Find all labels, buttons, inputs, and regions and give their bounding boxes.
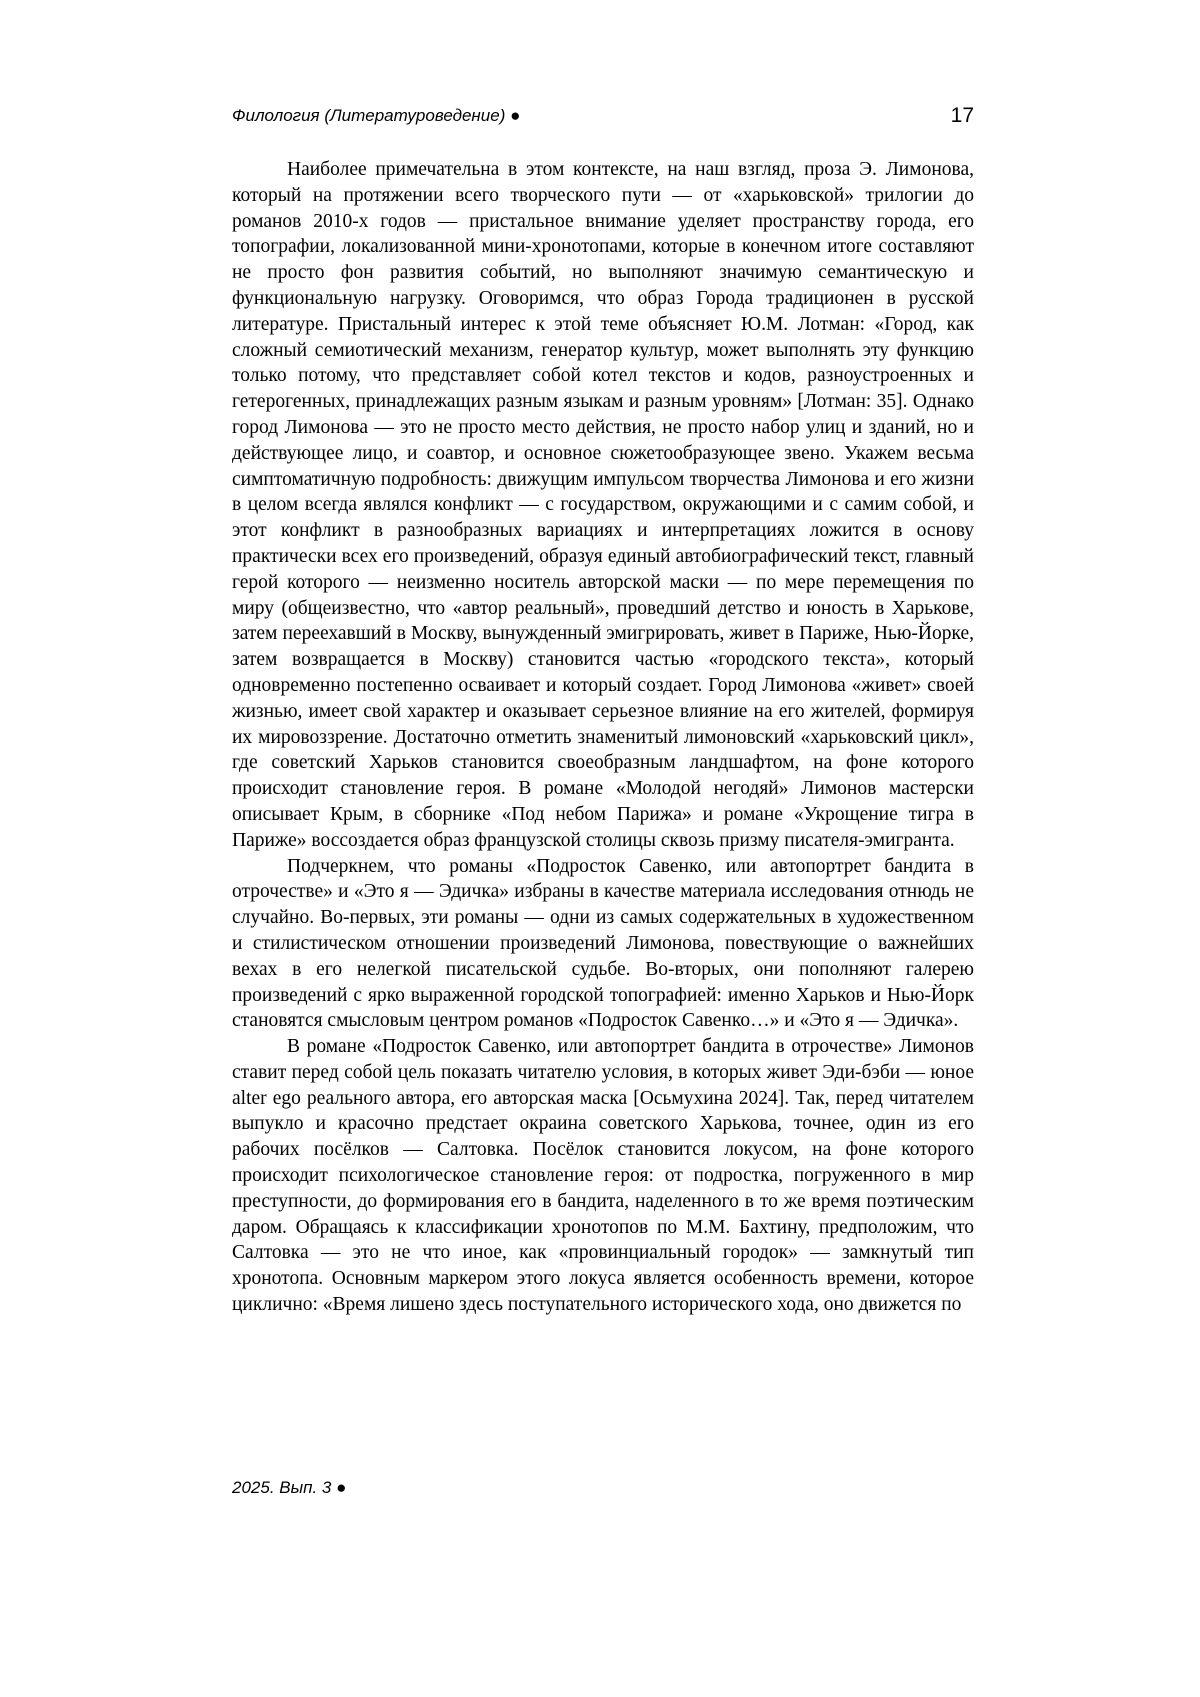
- page-header: [232, 104, 974, 132]
- document-page: [0, 0, 1200, 1697]
- page-footer: 2025. Вып. 3 ●: [232, 1478, 346, 1498]
- paragraph: Наиболее примечательна в этом контексте, на наш взгляд, проза Э. Лимонова, который на протяжении всего творческого пути — от «харьковской» трилогии до романов 2010-х годов — пристальное внимание уделяет пространству города, его топографии, локализованной мини-хронотопами, которые в конечном итоге составляют не просто фон развития событий, но выполняют значимую семантическую и функциональную нагрузку. Оговоримся, что образ Города традиционен в русской литературе. Пристальный интерес к этой теме объясняет Ю.М. Лотман: «Город, как сложный семиотический механизм, генератор культур, может выполнять эту функцию только потому, что представляет собой котел текстов и кодов, разноустроенных и гетерогенных, принадлежащих разным языкам и разным уровням» [Лотман: 35]. Однако город Лимонова — это не просто место действия, не просто набор улиц и зданий, но и действующее лицо, и соавтор, и основное сюжетообразующее звено. Укажем весьма симптоматичную подробность: движущим импульсом творчества Лимонова и его жизни в целом всегда являлся конфликт — с государством, окружающими и с самим собой, и этот конфликт в разнообразных вариациях и интерпретациях ложится в основу практически всех его произведений, образуя единый автобиографический текст, главный герой которого — неизменно носитель авторской маски — по мере перемещения по миру (общеизвестно, что «автор реальный», проведший детство и юность в Харькове, затем переехавший в Москву, вынужденный эмигрировать, живет в Париже, Нью-Йорке, затем возвращается в Москву) становится частью «городского текста», который одновременно постепенно осваивает и который создает. Город Лимонова «живет» своей жизнью, имеет свой характер и оказывает серьезное влияние на его жителей, формируя их мировоззрение. Достаточно отметить знаменитый лимоновский «харьковский цикл», где советский Харьков становится своеобразным ландшафтом, на фоне которого происходит становление героя. В романе «Молодой негодяй» Лимонов мастерски описывает Крым, в сборнике «Под небом Парижа» и романе «Укрощение тигра в Париже» воссоздается образ французской столицы сквозь призму писателя-эмигранта.: [232, 157, 974, 854]
- page-number: 17: [951, 104, 974, 128]
- article-body: [232, 157, 974, 1318]
- paragraph: В романе «Подросток Савенко, или автопортрет бандита в отрочестве» Лимонов ставит перед собой цель показать читателю условия, в которых живет Эди-бэби — юное alter ego реального автора, его авторская маска [Осьмухина 2024]. Так, перед читателем выпукло и красочно предстает окраина советского Харькова, точнее, один из его рабочих посёлков — Салтовка. Посёлок становится локусом, на фоне которого происходит психологическое становление героя: от подростка, погруженного в мир преступности, до формирования его в бандита, наделенного в то же время поэтическим даром. Обращаясь к классификации хронотопов по М.М. Бахтину, предположим, что Салтовка — это не что иное, как «провинциальный городок» — замкнутый тип хронотопа. Основным маркером этого локуса является особенность времени, которое циклично: «Время лишено здесь поступательного исторического хода, оно движется по: [232, 1034, 974, 1318]
- running-title: Филология (Литературоведение) ●: [232, 106, 520, 126]
- paragraph: Подчеркнем, что романы «Подросток Савенко, или автопортрет бандита в отрочестве» и «Это я — Эдичка» избраны в качестве материала исследования отнюдь не случайно. Во-первых, эти романы — одни из самых содержательных в художественном и стилистическом отношении произведений Лимонова, повествующие о важнейших вехах в его нелегкой писательской судьбе. Во-вторых, они пополняют галерею произведений с ярко выраженной городской топографией: именно Харьков и Нью-Йорк становятся смысловым центром романов «Подросток Савенко…» и «Это я — Эдичка».: [232, 854, 974, 1035]
